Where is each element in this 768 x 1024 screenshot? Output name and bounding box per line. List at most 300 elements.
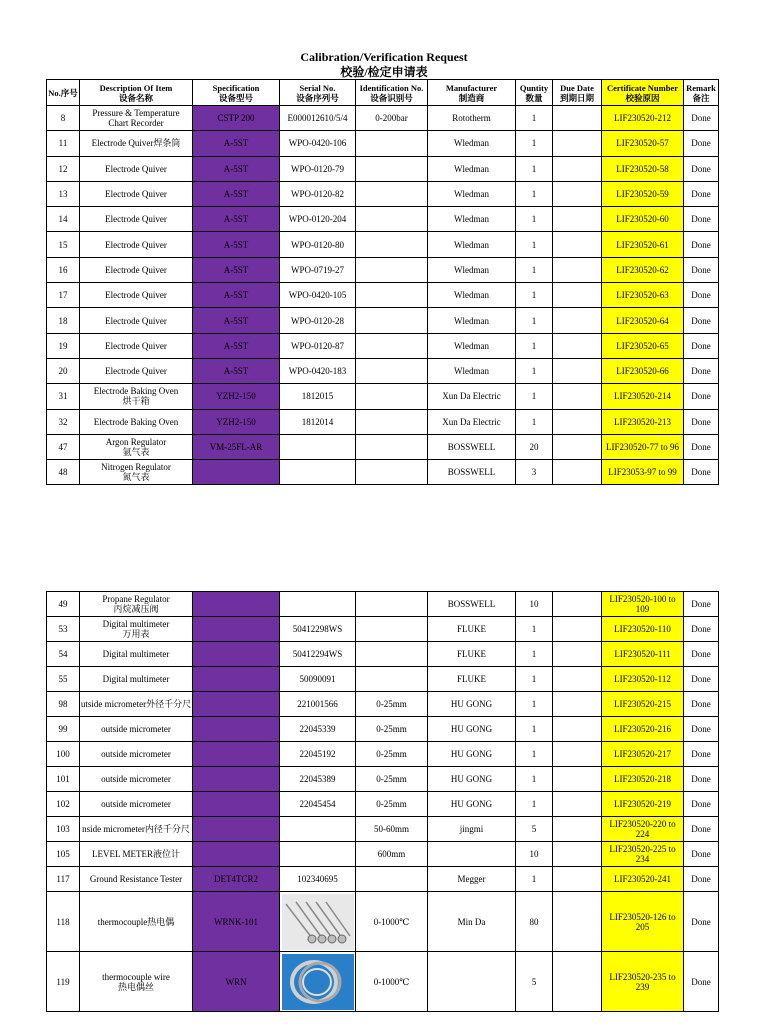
cell-text-remark: Done <box>691 674 711 684</box>
table-row <box>47 892 719 952</box>
cell-text-serial: WPO-0120-80 <box>291 239 344 250</box>
cell-serial <box>280 156 356 181</box>
cell-text-cert: LIF230520-213 <box>614 416 671 427</box>
cell-no <box>47 308 80 333</box>
cell-due <box>553 460 602 485</box>
cell-text-desc: Electrode Quiver <box>105 290 167 301</box>
cell-text-no: 12 <box>58 163 68 174</box>
cell-qty <box>516 409 553 434</box>
cell-text-qty: 1 <box>531 163 537 174</box>
cell-text-cert: LIF230520-212 <box>614 113 671 124</box>
cell-text-qty: 5 <box>531 976 537 987</box>
cell-text-mfr: Min Da <box>457 916 486 927</box>
header-label-cn: 设备名称 <box>118 92 153 103</box>
cell-spec <box>193 333 280 358</box>
cell-text-desc-cn: 氮气表 <box>122 472 150 483</box>
cell-remark <box>684 642 719 667</box>
cell-desc <box>80 842 193 867</box>
thermocouple-wire-photo <box>282 954 354 1010</box>
table-row <box>47 308 719 333</box>
cell-text-desc: Electrode Baking Oven <box>93 416 179 427</box>
cell-text-cert: LIF230520-215 <box>614 699 671 709</box>
cell-spec <box>193 642 280 667</box>
cell-text-cert: LIF230520-126 to <box>609 911 676 922</box>
cell-text-cert-cont: 109 <box>635 604 650 614</box>
cell-no <box>47 156 80 181</box>
cell-spec <box>193 867 280 892</box>
cell-text-desc-cn: 热电偶丝 <box>117 981 154 992</box>
cell-mfr <box>428 892 516 952</box>
cell-text-mfr: Wledman <box>454 315 489 326</box>
cell-text-serial: WPO-0719-27 <box>291 264 344 275</box>
cell-text-ident: 0-1000℃ <box>373 976 410 987</box>
cell-text-qty: 1 <box>531 624 537 634</box>
cell-due <box>553 667 602 692</box>
cell-no <box>47 232 80 257</box>
table-row <box>47 131 719 156</box>
cell-no <box>47 592 80 617</box>
cell-text-serial: WPO-0420-106 <box>288 138 347 149</box>
header-cell <box>47 80 80 106</box>
cell-due <box>553 867 602 892</box>
cell-ident <box>356 207 428 232</box>
cell-text-ident: 0-200bar <box>375 113 408 124</box>
cell-cert <box>602 952 684 1012</box>
cell-qty <box>516 358 553 383</box>
cell-text-mfr: BOSSWELL <box>447 467 496 478</box>
cell-no <box>47 409 80 434</box>
cell-spec <box>193 131 280 156</box>
cell-mfr <box>428 767 516 792</box>
cell-cert <box>602 131 684 156</box>
cell-text-qty: 1 <box>531 138 537 149</box>
cell-desc <box>80 156 193 181</box>
cell-qty <box>516 717 553 742</box>
cell-text-mfr: Wledman <box>454 264 489 275</box>
cell-desc <box>80 434 193 459</box>
cell-serial <box>280 106 356 131</box>
cell-cert <box>602 181 684 206</box>
cell-text-cert: LIF230520-225 to <box>609 844 676 854</box>
cell-text-no: 48 <box>58 467 68 478</box>
header-cell <box>602 80 684 106</box>
cell-spec <box>193 434 280 459</box>
cell-text-serial: 50090091 <box>299 674 336 684</box>
table-row <box>47 181 719 206</box>
cell-text-desc: outside micrometer <box>101 724 171 734</box>
cell-text-spec: CSTP 200 <box>217 113 255 124</box>
cell-qty <box>516 181 553 206</box>
thermocouple-probe-photo <box>282 894 354 950</box>
cell-spec <box>193 460 280 485</box>
cell-text-desc: Electrode Quiver <box>105 163 167 174</box>
table-row <box>47 717 719 742</box>
cell-no <box>47 842 80 867</box>
cell-ident <box>356 717 428 742</box>
cell-cert <box>602 333 684 358</box>
cell-text-cert: LIF230520-58 <box>616 163 669 174</box>
cell-text-spec: WRN <box>225 976 247 987</box>
cell-text-cert: LIF230520-214 <box>614 391 671 402</box>
cell-cert <box>602 434 684 459</box>
cell-qty <box>516 792 553 817</box>
cell-text-serial: WPO-0120-82 <box>291 189 344 200</box>
cell-serial <box>280 434 356 459</box>
cell-due <box>553 642 602 667</box>
cell-ident <box>356 742 428 767</box>
cell-mfr <box>428 642 516 667</box>
cell-qty <box>516 842 553 867</box>
table-row <box>47 842 719 867</box>
cell-serial <box>280 842 356 867</box>
table-row <box>47 106 719 131</box>
table-row <box>47 283 719 308</box>
cell-desc <box>80 717 193 742</box>
cell-remark <box>684 792 719 817</box>
cell-spec <box>193 792 280 817</box>
cell-mfr <box>428 842 516 867</box>
cell-text-desc-cn: 万用表 <box>122 629 150 639</box>
cell-text-desc: Ground Resistance Tester <box>89 874 183 884</box>
cell-ident <box>356 131 428 156</box>
cell-cert <box>602 232 684 257</box>
cell-text-no: 53 <box>58 624 68 634</box>
cell-serial <box>280 308 356 333</box>
header-cell <box>553 80 602 106</box>
cell-text-spec: VM-25FL-AR <box>209 442 263 452</box>
table-row <box>47 667 719 692</box>
cell-serial <box>280 867 356 892</box>
header-cell <box>80 80 193 106</box>
cell-desc <box>80 257 193 282</box>
cell-remark <box>684 409 719 434</box>
cell-text-desc: outside micrometer <box>101 774 171 784</box>
cell-text-mfr: Xun Da Electric <box>442 391 501 402</box>
cell-cert <box>602 409 684 434</box>
cell-text-serial: 22045339 <box>299 724 336 734</box>
cell-serial <box>280 592 356 617</box>
cell-no <box>47 642 80 667</box>
cell-text-mfr: FLUKE <box>457 649 486 659</box>
cell-due <box>553 767 602 792</box>
cell-text-desc-cn: 氩气表 <box>122 447 150 457</box>
table-row <box>47 952 719 1012</box>
table-row <box>47 692 719 717</box>
cell-qty <box>516 156 553 181</box>
cell-text-qty: 1 <box>531 113 537 124</box>
cell-serial <box>280 181 356 206</box>
cell-no <box>47 434 80 459</box>
cell-no <box>47 460 80 485</box>
cell-text-cert: LIF230520-62 <box>616 264 669 275</box>
cell-text-no: 119 <box>56 976 70 987</box>
cell-text-mfr: HU GONG <box>450 774 493 784</box>
cell-text-qty: 1 <box>531 366 537 377</box>
cell-text-no: 11 <box>58 138 68 149</box>
cell-text-desc: Digital multimeter <box>102 619 170 629</box>
table-row <box>47 742 719 767</box>
cell-text-remark: Done <box>691 799 711 809</box>
cell-mfr <box>428 434 516 459</box>
cell-mfr <box>428 867 516 892</box>
cell-qty <box>516 257 553 282</box>
header-label-en: Description Of Item <box>99 82 173 93</box>
cell-qty <box>516 308 553 333</box>
cell-due <box>553 384 602 409</box>
cell-text-mfr: Megger <box>457 874 486 884</box>
cell-spec <box>193 842 280 867</box>
cell-text-remark: Done <box>691 442 711 452</box>
cell-qty <box>516 106 553 131</box>
cell-text-mfr: HU GONG <box>450 799 493 809</box>
header-label-en: Remark <box>686 82 716 93</box>
cell-text-qty: 1 <box>531 264 537 275</box>
cell-text-cert: LIF23053-97 to 99 <box>608 467 677 478</box>
cell-mfr <box>428 156 516 181</box>
cell-text-qty: 1 <box>531 315 537 326</box>
cell-text-no: 98 <box>58 699 68 709</box>
cell-text-serial: WPO-0120-87 <box>291 340 344 351</box>
cell-text-ident: 600mm <box>377 849 406 859</box>
cell-text-cert: LIF230520-63 <box>616 290 669 301</box>
cell-text-no: 118 <box>56 916 70 927</box>
cell-text-no: 54 <box>58 649 68 659</box>
cell-remark <box>684 232 719 257</box>
cell-text-mfr: Xun Da Electric <box>442 416 501 427</box>
cell-cert <box>602 717 684 742</box>
table-row <box>47 384 719 409</box>
cell-text-desc: Electrode Quiver焊条筒 <box>91 138 181 149</box>
cell-text-no: 13 <box>58 189 68 200</box>
cell-ident <box>356 308 428 333</box>
cell-text-cert: LIF230520-65 <box>616 340 669 351</box>
cell-due <box>553 792 602 817</box>
cell-due <box>553 692 602 717</box>
cell-cert <box>602 460 684 485</box>
cell-desc <box>80 617 193 642</box>
cell-qty <box>516 592 553 617</box>
cell-remark <box>684 106 719 131</box>
cell-text-qty: 1 <box>531 799 537 809</box>
cell-text-ident: 0-25mm <box>376 699 407 709</box>
cell-text-spec: A-5ST <box>223 290 249 301</box>
cell-text-desc: Pressure & Temperature <box>92 108 180 119</box>
cell-serial <box>280 617 356 642</box>
cell-serial <box>280 358 356 383</box>
cell-ident <box>356 156 428 181</box>
cell-text-desc: Digital multimeter <box>102 649 170 659</box>
cell-text-spec: A-5ST <box>223 340 249 351</box>
cell-ident <box>356 767 428 792</box>
cell-text-spec: A-5ST <box>223 315 249 326</box>
cell-text-cert: LIF230520-77 to 96 <box>606 442 679 452</box>
cell-remark <box>684 308 719 333</box>
table-row <box>47 156 719 181</box>
cell-remark <box>684 358 719 383</box>
cell-text-mfr: HU GONG <box>450 724 493 734</box>
cell-qty <box>516 283 553 308</box>
cell-text-remark: Done <box>691 467 711 478</box>
cell-no <box>47 617 80 642</box>
cell-serial <box>280 767 356 792</box>
cell-text-mfr: BOSSWELL <box>447 599 496 609</box>
cell-text-cert-cont: 224 <box>635 829 650 839</box>
table-row <box>47 257 719 282</box>
cell-remark <box>684 207 719 232</box>
cell-text-spec: WRNK-101 <box>214 916 258 927</box>
cell-text-remark: Done <box>691 916 711 927</box>
cell-ident <box>356 617 428 642</box>
cell-mfr <box>428 283 516 308</box>
table-row <box>47 333 719 358</box>
cell-text-serial: 1812014 <box>301 416 334 427</box>
cell-desc <box>80 333 193 358</box>
cell-serial <box>280 207 356 232</box>
cell-remark <box>684 667 719 692</box>
cell-no <box>47 667 80 692</box>
cell-text-no: 18 <box>58 315 68 326</box>
cell-mfr <box>428 667 516 692</box>
cell-no <box>47 792 80 817</box>
cell-due <box>553 333 602 358</box>
cell-desc <box>80 358 193 383</box>
cell-text-serial: 221001566 <box>297 699 338 709</box>
cell-spec <box>193 767 280 792</box>
cell-cert <box>602 106 684 131</box>
cell-text-desc: utside micrometer外径千分尺 <box>80 699 192 709</box>
cell-qty <box>516 952 553 1012</box>
cell-text-ident: 50-60mm <box>374 824 409 834</box>
cell-text-desc: Electrode Quiver <box>105 264 167 275</box>
header-label-en: Specification <box>212 82 260 93</box>
cell-text-desc: outside micrometer <box>101 799 171 809</box>
cell-mfr <box>428 717 516 742</box>
cell-text-desc: Electrode Quiver <box>105 366 167 377</box>
cell-text-mfr: Wledman <box>454 290 489 301</box>
header-cell <box>516 80 553 106</box>
cell-text-no: 32 <box>58 416 68 427</box>
cell-remark <box>684 817 719 842</box>
cell-no <box>47 742 80 767</box>
header-cell <box>428 80 516 106</box>
cell-due <box>553 283 602 308</box>
cell-due <box>553 156 602 181</box>
cell-qty <box>516 867 553 892</box>
cell-spec <box>193 257 280 282</box>
cell-desc <box>80 592 193 617</box>
cell-ident <box>356 892 428 952</box>
cell-text-mfr: FLUKE <box>457 624 486 634</box>
cell-text-no: 17 <box>58 290 68 301</box>
cell-cert <box>602 642 684 667</box>
cell-text-qty: 1 <box>531 724 537 734</box>
header-label-en: Identification No. <box>359 82 424 93</box>
cell-text-serial: WPO-0420-183 <box>288 366 347 377</box>
cell-text-spec: YZH2-150 <box>216 391 256 402</box>
cell-serial <box>280 692 356 717</box>
cell-text-no: 99 <box>58 724 68 734</box>
cell-text-cert: LIF230520-111 <box>614 649 671 659</box>
cell-cert <box>602 257 684 282</box>
cell-spec <box>193 817 280 842</box>
cell-desc <box>80 131 193 156</box>
cell-desc <box>80 232 193 257</box>
cell-ident <box>356 792 428 817</box>
cell-text-remark: Done <box>691 315 711 326</box>
cell-remark <box>684 742 719 767</box>
cell-text-desc: thermocouple热电偶 <box>97 916 175 927</box>
cell-mfr <box>428 333 516 358</box>
cell-text-mfr: HU GONG <box>450 749 493 759</box>
cell-text-no: 31 <box>58 391 68 402</box>
cell-mfr <box>428 131 516 156</box>
cell-cert <box>602 592 684 617</box>
cell-text-remark: Done <box>691 649 711 659</box>
header-label-cn: 设备序列号 <box>296 92 339 103</box>
cell-cert <box>602 207 684 232</box>
header-label-cn: 数量 <box>525 92 543 103</box>
cell-spec <box>193 156 280 181</box>
cell-text-no: 105 <box>56 849 70 859</box>
cell-spec <box>193 106 280 131</box>
cell-due <box>553 434 602 459</box>
cell-text-ident: 0-25mm <box>376 724 407 734</box>
cell-text-desc-cn: Chart Recorder <box>108 118 164 129</box>
cell-text-remark: Done <box>691 163 711 174</box>
cell-remark <box>684 333 719 358</box>
cell-text-no: 16 <box>58 264 68 275</box>
cell-remark <box>684 952 719 1012</box>
cell-serial <box>280 717 356 742</box>
table-row <box>47 792 719 817</box>
cell-ident <box>356 333 428 358</box>
cell-text-remark: Done <box>691 366 711 377</box>
cell-cert <box>602 692 684 717</box>
cell-text-no: 15 <box>58 239 68 250</box>
cell-mfr <box>428 384 516 409</box>
cell-remark <box>684 617 719 642</box>
cell-text-mfr: Wledman <box>454 340 489 351</box>
cell-no <box>47 717 80 742</box>
cell-desc <box>80 667 193 692</box>
cell-text-spec: A-5ST <box>223 239 249 250</box>
cell-mfr <box>428 257 516 282</box>
cell-desc <box>80 207 193 232</box>
cell-due <box>553 617 602 642</box>
cell-text-qty: 1 <box>531 699 537 709</box>
cell-spec <box>193 717 280 742</box>
cell-text-qty: 1 <box>531 416 537 427</box>
cell-ident <box>356 257 428 282</box>
cell-text-remark: Done <box>691 340 711 351</box>
cell-qty <box>516 667 553 692</box>
cell-serial <box>280 409 356 434</box>
cell-text-spec: DET4TCR2 <box>214 874 258 884</box>
cell-mfr <box>428 308 516 333</box>
cell-text-mfr: BOSSWELL <box>447 442 496 452</box>
cell-text-no: 8 <box>60 113 66 124</box>
cell-text-spec: A-5ST <box>223 163 249 174</box>
cell-ident <box>356 232 428 257</box>
cell-ident <box>356 817 428 842</box>
cell-text-qty: 1 <box>531 214 537 225</box>
cell-desc <box>80 742 193 767</box>
calibration-table-bottom <box>46 591 719 1012</box>
cell-serial <box>280 952 356 1012</box>
cell-spec <box>193 892 280 952</box>
cell-text-remark: Done <box>691 113 711 124</box>
cell-text-mfr: jingmi <box>459 824 484 834</box>
